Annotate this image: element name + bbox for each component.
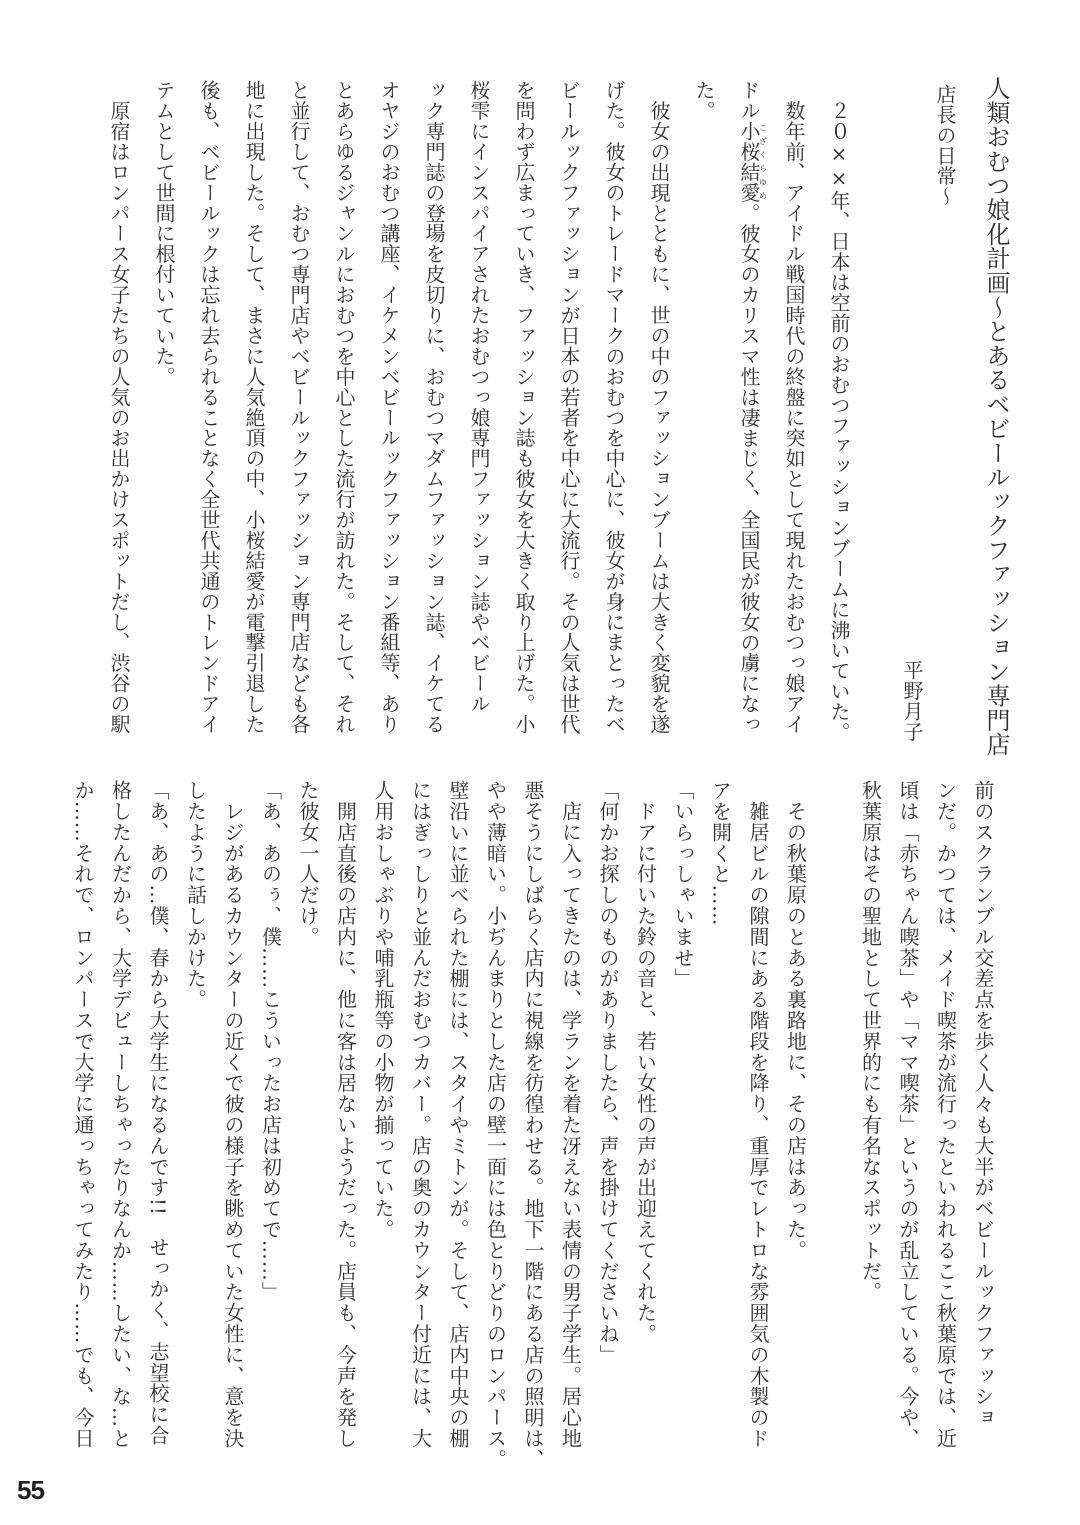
ruby-name xyxy=(737,120,768,203)
text-line: ック専門誌の登場を皮切りに、おむつマダムファッション誌、イケてる xyxy=(422,80,446,735)
text-line: にはぎっしりと並んだおむつカバー。店の奥のカウンター付近には、大 xyxy=(408,780,433,1449)
text-line: 「あ、あの…僕、春から大学生になるんです!! せっかく、志望校に合 xyxy=(146,780,170,1446)
text-line: ビールックファッションが日本の若者を中心に大流行。その人気は世代 xyxy=(557,80,581,735)
text-line: 格したんだから、大学デビューしちゃったりなんか……したい、な…と xyxy=(108,780,133,1449)
text-line: 開店直後の店内に、他に客は居ないようだった。店員も、今声を発し xyxy=(333,780,358,1449)
text-line: したように話しかけた。 xyxy=(183,780,208,1010)
ruby-base: 小桜結愛 xyxy=(737,120,761,203)
text-line: た彼女一人だけ。 xyxy=(296,780,320,948)
text-line: 桜雫にインスパイアされたおむつっ娘専門ファッション誌やベビール xyxy=(467,80,491,714)
text-line: レジがあるカウンターの近くで彼の様子を眺めていた女性に、意を決 xyxy=(221,780,245,1449)
text-segment: 。彼女のカリスマ性は凄まじく、全国民が彼女の虜になっ xyxy=(737,202,761,735)
text-line: 人用おしゃぶりや哺乳瓶等の小物が揃っていた。 xyxy=(371,780,395,1240)
text-segment: ドル xyxy=(737,80,761,121)
text-line: 悪そうにしばらく店内に視線を彷徨わせる。地下一階にある店の照明は、 xyxy=(521,780,545,1470)
text-line: 頃は「赤ちゃん喫茶」や「ママ喫茶」というのが乱立している。今や、 xyxy=(896,780,920,1449)
text-line: オヤジのおむつ講座、イケメンベビールックファッション番組等、あり xyxy=(377,80,401,735)
text-line: た。 xyxy=(692,80,716,121)
text-line: を問わず広まっていき、ファッション誌も彼女を大きく取り上げた。小 xyxy=(512,80,536,735)
ruby-reading: こざくらゆめ xyxy=(758,120,768,203)
text-line: 「あ、あのぅ、僕……こういったお店は初めてで……」 xyxy=(258,780,283,1303)
text-line: と並行して、おむつ専門店やベビールックファッション専門店なども各 xyxy=(287,80,311,735)
text-line: 原宿はロンパース女子たちの人気のお出かけスポットだし、渋谷の駅 xyxy=(107,80,131,735)
text-line: 後も、ベビールックは忘れ去られることなく全世代共通のトレンドアイ xyxy=(197,80,221,735)
text-line: 店に入ってきたのは、学ランを着た冴えない表情の男子学生。居心地 xyxy=(558,780,583,1449)
text-line: か……それで、ロンパースで大学に通っちゃってみたり……でも、今日 xyxy=(71,780,95,1449)
text-line: その秋葉原のとある裏路地に、その店はあった。 xyxy=(783,780,808,1261)
text-line: げた。彼女のトレードマークのおむつを中心に、彼女が身にまとったベ xyxy=(602,80,626,735)
text-line: 雑居ビルの隙間にある階段を降り、重厚でレトロな雰囲気の木製のド xyxy=(746,780,770,1449)
text-line: ドアに付いた鈴の音と、若い女性の声が出迎えてくれた。 xyxy=(633,780,658,1345)
text-line: やや薄暗い。小ぢんまりとした店の壁一面には色とりどりのロンパース。 xyxy=(483,780,508,1470)
body-text-lower xyxy=(64,780,1002,1470)
text-line: 数年前、アイドル戦国時代の終盤に突如として現れたおむつっ娘アイ xyxy=(782,80,806,735)
text-line: 壁沿いに並べられた棚には、スタイやミトンが。そして、店内中央の棚 xyxy=(446,780,470,1449)
page-number: 55 xyxy=(17,1475,44,1505)
text-line: 「何かお探しのものがありましたら、声を掛けてくださいね」 xyxy=(596,780,620,1366)
paragraph-gap xyxy=(814,780,852,1455)
body-text-upper xyxy=(96,80,861,743)
text-line: テムとして世間に根付いていた。 xyxy=(152,80,176,387)
story-subtitle: 店長の日常～ xyxy=(933,84,957,207)
story-title: 人類おむつ娘化計画～とあるベビールックファッション専門店 xyxy=(982,76,1010,757)
text-line: 彼女の出現とともに、世の中のファッションブームは大きく変貌を遂 xyxy=(647,80,671,735)
text-line: 「いらっしゃいませ」 xyxy=(671,780,695,989)
author-name: 平野月子 xyxy=(900,660,924,742)
text-line xyxy=(726,80,771,740)
text-line: 前のスクランブル交差点を歩く人々も大半がベビールックファッショ xyxy=(971,780,995,1428)
text-line: ンだ。かつては、メイド喫茶が流行ったといわれるここ秋葉原では、近 xyxy=(933,780,958,1449)
text-line: ２０××年、日本は空前のおむつファッションブームに沸いていた。 xyxy=(827,80,851,743)
text-line: アを開くと…… xyxy=(708,780,733,927)
text-line: 地に出現した。そして、まさに人気絶頂の中、小桜結愛が電撃引退した xyxy=(242,80,266,735)
text-line: とあらゆるジャンルにおむつを中心とした流行が訪れた。そして、それ xyxy=(332,80,356,735)
text-line: 秋葉原はその聖地として世界的にも有名なスポットだ。 xyxy=(858,780,883,1303)
